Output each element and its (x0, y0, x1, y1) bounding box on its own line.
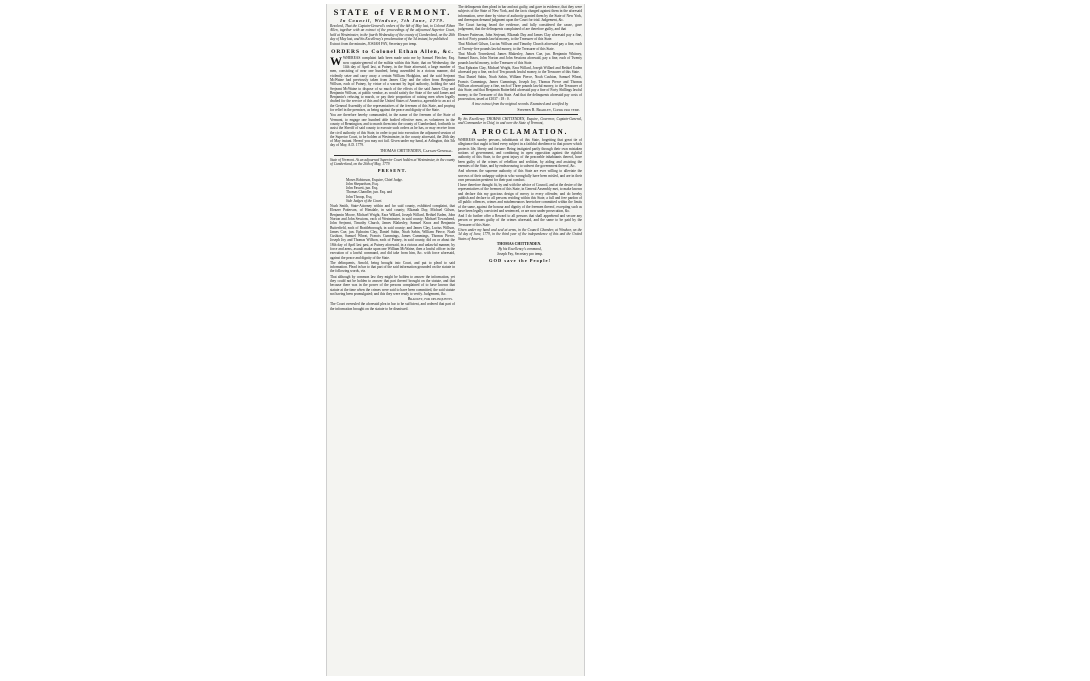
judge-name: John Fassett, jun. Esq. (346, 186, 379, 191)
judgement-body-7: That Daniel Sabin, Noah Sabin, William Pierce, Noah Cushion, Samuel Wheat, Francis Cummings, James Cummings, Joseph Joy, Thomas Pierce and Thomas Willson aforesaid pay a fine, each of Three pounds lawful money, to the Treasurer of this State; and that Benjamin Butterfield aforesaid pay a fine of Forty Shillings lawful money, to the Treasurer of this State. And that the delinquents aforesaid pay costs of prosecution, taxed at £1037 : 18 : 0. (458, 75, 582, 101)
proclamation-body-3: I have therefore thought fit, by and with the advice of Council, and at the desire of the representatives of the freemen of this State, in General Assembly met, to make known and declare this my gracious design of mercy to every offender, and do hereby publish and declare to all persons residing within this State, a full and free pardon of all public offences, crimes and misdemeanors heretofore committed within the limits of the same, against the honour and dignity of the freemen thereof, excepting such as have been legally convicted and sentenced, or are now under prosecution, &c. (458, 183, 582, 213)
resolved-signature: Extract from the minutes, JOSIAH FAY, Secretary pro temp. (330, 42, 418, 47)
court-header: State of Vermont. At an adjourned Superior Court holden at Westminster, in the county of Cumberland, on the 26th of May, 1779. (330, 157, 455, 167)
court-body: Noah Smith, State-Attorney within and for said county, exhibited complaint, that Eleazer Patterson, of Hinsdale, in said county; Elkanah Day, Michael Gilson, Benjamin Moore, Michael Wright, Ezra Willard, Joseph Willard, Bethiel Eaden, John Norton and John Sessions, each of Westminster, in said county; Michael Townshend, John Serjeant, Timothy Church, James Blakesley, Samuel Knox and Benjamin Butterfield, each of Brattleborough, in said county; and James Clay, Lucius Willson, James Cue, jun. Ephraim Clay, Daniel Sabin, Noah Sabin, William Pierce, Noah Cushion, Samuel Wheat, Francis Cummings, James Cummings, Thomas Pierce, Joseph Joy and Thomas Willson, each of Putney, in said county, did on or about the 18th day of April last past, at Putney aforesaid, in a riotous and unlawful manner, by force and arms, assault make upon one William McWaine, then a lawful officer in the execution of a lawful command, and did take from him, &c. with force aforesaid, against the peace and dignity of the State. (330, 204, 455, 260)
judge-name: Moses Robinson, Esquire, Chief Judge. (346, 177, 403, 182)
drop-cap-w: W (330, 54, 342, 69)
proclamation-intro: By his Excellency THOMAS CHITTENDEN, Esquire, Governor, Captain-General, and Commander in Chief, in and over the State of Vermont, (458, 116, 582, 125)
judgement-body-4: That Michael Gilson, Lucius Willson and Timothy Church aforesaid pay a fine, each of Twenty-five pounds lawful money, to the Treasurer of this State. (458, 42, 582, 51)
bradley-signature: Bradley, for delinquents. (407, 297, 453, 302)
judgement-body: The delinquents then plead in bar and not guilty, and gave in evidence, that they were subjects of the State of New York, and the facts charged against them in the aforesaid information, were done by virtue of authority granted them by the State of New York, and thereupon demand judgment upon the Court for trial. Judgement, &c. (458, 5, 582, 22)
orders-body (330, 56, 455, 112)
orders-body-text: WHEREAS complaint hath been made unto me by Samuel Fletcher, Esq. now captain-general of the militia within this State, that on Wednesday, the 14th day of April last, at Putney, in the State aforesaid, a large number of men, consisting of near one hundred, being assembled in a riotous manner, did violently seize and carry away a certain William Hodgkins, and the said Serjeant McWaine had previously taken from James Clay and the other from Benjamin Willson, each of Putney, by virtue of a warrant by legal authority, holding the said Serjeant McWaine to dispose of so much of the effects of the said James Clay and Benjamin Willson, at public vendue, as would satisfy the State of the said James and Benjamin's refusing to march, or pay their proportion of raising men when legally drafted for the service of this and the United States of America, agreeable to an act of the General Assembly of the representatives of the freemen of this State, and praying for relief in the premises, as being against the peace and dignity of the State. (330, 56, 455, 113)
right-column (458, 4, 582, 676)
god-save-line: GOD save the People! (488, 257, 552, 263)
judge-name: Thomas Chandler, jun. Esq. and (346, 190, 393, 195)
orders-title: ORDERS to Colonel Ethan Allen, &c. (331, 49, 454, 56)
governor-signature: THOMAS CHITTENDEN. (496, 241, 542, 246)
secretary-line: Joseph Fay, Secretary pro temp. (497, 252, 543, 257)
newspaper-page (326, 4, 585, 676)
orders-signature: THOMAS CHITTENDEN, Captain-General. (379, 148, 453, 153)
judge-name: John Shepardson, Esq. (346, 182, 379, 187)
judge-name: John Throop, Esq. (346, 194, 373, 199)
section-divider (462, 114, 578, 115)
certification-note: A true extract from the original records. Examined and certified by (471, 102, 569, 107)
left-column (330, 4, 455, 676)
judgement-body-2: The Court having heard the evidence, and fully considered the cause, gave judgement, that the delinquents complained of are therefore guilty, and that (458, 23, 582, 32)
proclamation-date: Given under my hand and seal at arms, in the Council Chamber, at Windsor, on the 3d day of June, 1779, in the third year of the independence of this and the United States of America. (458, 228, 582, 241)
judgement-body-5: That Micah Townshend, James Blakesley, James Cue, jun. Benjamin Whitney, Samuel Knox, John Norton and John Sessions aforesaid, pay a fine, each of Twenty pounds lawful money, to the Treasurer of this State. (458, 51, 582, 65)
proclamation-body-4: And I do further offer a Reward to all persons that shall apprehend and secure any person or persons guilty of the crimes aforesaid, and the same to be paid by the Treasurer of this State. (458, 214, 582, 227)
judgement-body-3: Eleazer Patterson, John Serjeant, Elkanah Day and James Clay aforesaid pay a fine, each of Forty pounds lawful money, to the Treasurer of this State. (458, 32, 582, 42)
court-body-2: The delinquents, Arnold, being brought into Court, and put to plead to said information. Plead in bar to that part of the said information grounded on the statute in the following words, viz. (330, 260, 455, 274)
section-divider (334, 155, 451, 156)
clerk-signature: Stephen R. Bradley, Clerk pro temp. (517, 107, 580, 112)
judges-list (346, 178, 455, 203)
judgement-body-6: That Ephraim Clay, Michael Wright, Ezra Willard, Joseph Willard and Bethiel Eaden aforesaid pay a fine, each of Ten pounds lawful money, to the Treasurer of this State. (458, 65, 582, 75)
proclamation-title: A PROCLAMATION. (471, 128, 569, 137)
proclamation-body: WHEREAS sundry persons, inhabitants of this State, forgetting that great tie of allegiance that ought to bind every subject in a faithful obedience to that power which protects life, liberty and fortune: Being instigated partly through their own mistaken notions of government, and combining in open opposition against the rightful authority of this State, to the great injury of the peaceable inhabitants thereof, have been guilty of the crimes of rebellion and sedition, by aiding and assisting the enemies of the State, and by endeavouring to subvert the government thereof, &c. (458, 138, 582, 168)
command-line: By his Excellency's command, (498, 246, 542, 251)
dateline: In Council, Windsor, 7th June, 1779. (340, 18, 445, 23)
court-ending: The Court overruled the aforesaid plea in bar to be sufficient, and ordered that part of the information brought on the statute to be dismissed. (330, 302, 455, 311)
present-heading: PRESENT. (377, 168, 408, 174)
paper-title: STATE of VERMONT. (333, 7, 452, 17)
side-judges-label: Side Judges of the Court. (346, 198, 383, 203)
orders-body-2: You are therefore hereby commanded, in the name of the freemen of the State of Vermont, to engage one hundred able bodied effective men, as volunteers in the county of Bennington, and to march them into the county of Cumberland, forthwith to assist the Sheriff of said county to execute such orders as he has, or may receive from the civil authority of this State, in order to put into execution the adjourned session of the Superior Court, to be holden at Westminster, in the county aforesaid, the 26th day of May instant. Hereof you may not fail. Given under my hand, at Arlington, this 5th day of May, A.D. 1779. (330, 113, 455, 148)
resolved-paragraph: Resolved, That the Captain-General's orders of the 6th of May last, to Colonel Ethan Allen, together with an extract of the proceedings of the adjourned Superior Court, held at Westminster, in the fourth Wednesday of the county of Cumberland, on the 26th day of May last, and his Excellency's proclamation of the 3d instant, be published. (330, 24, 455, 41)
proclamation-body-2: And whereas the supreme authority of this State are ever willing to alleviate the sorrows of their unhappy subjects who wrongfully have been misled, and are in their own persuasion penitent for their past conduct. (458, 169, 582, 182)
court-body-3: That although by common law they might be holden to answer the information, yet they could not be holden to answer that part thereof brought on the statute, and that because there was in the power of the persons complained of to have known that statute at the time when the crimes were said to have been committed, the said statute not having been promulgated; and this they were ready to verify. Judgement, &c. (330, 274, 455, 296)
